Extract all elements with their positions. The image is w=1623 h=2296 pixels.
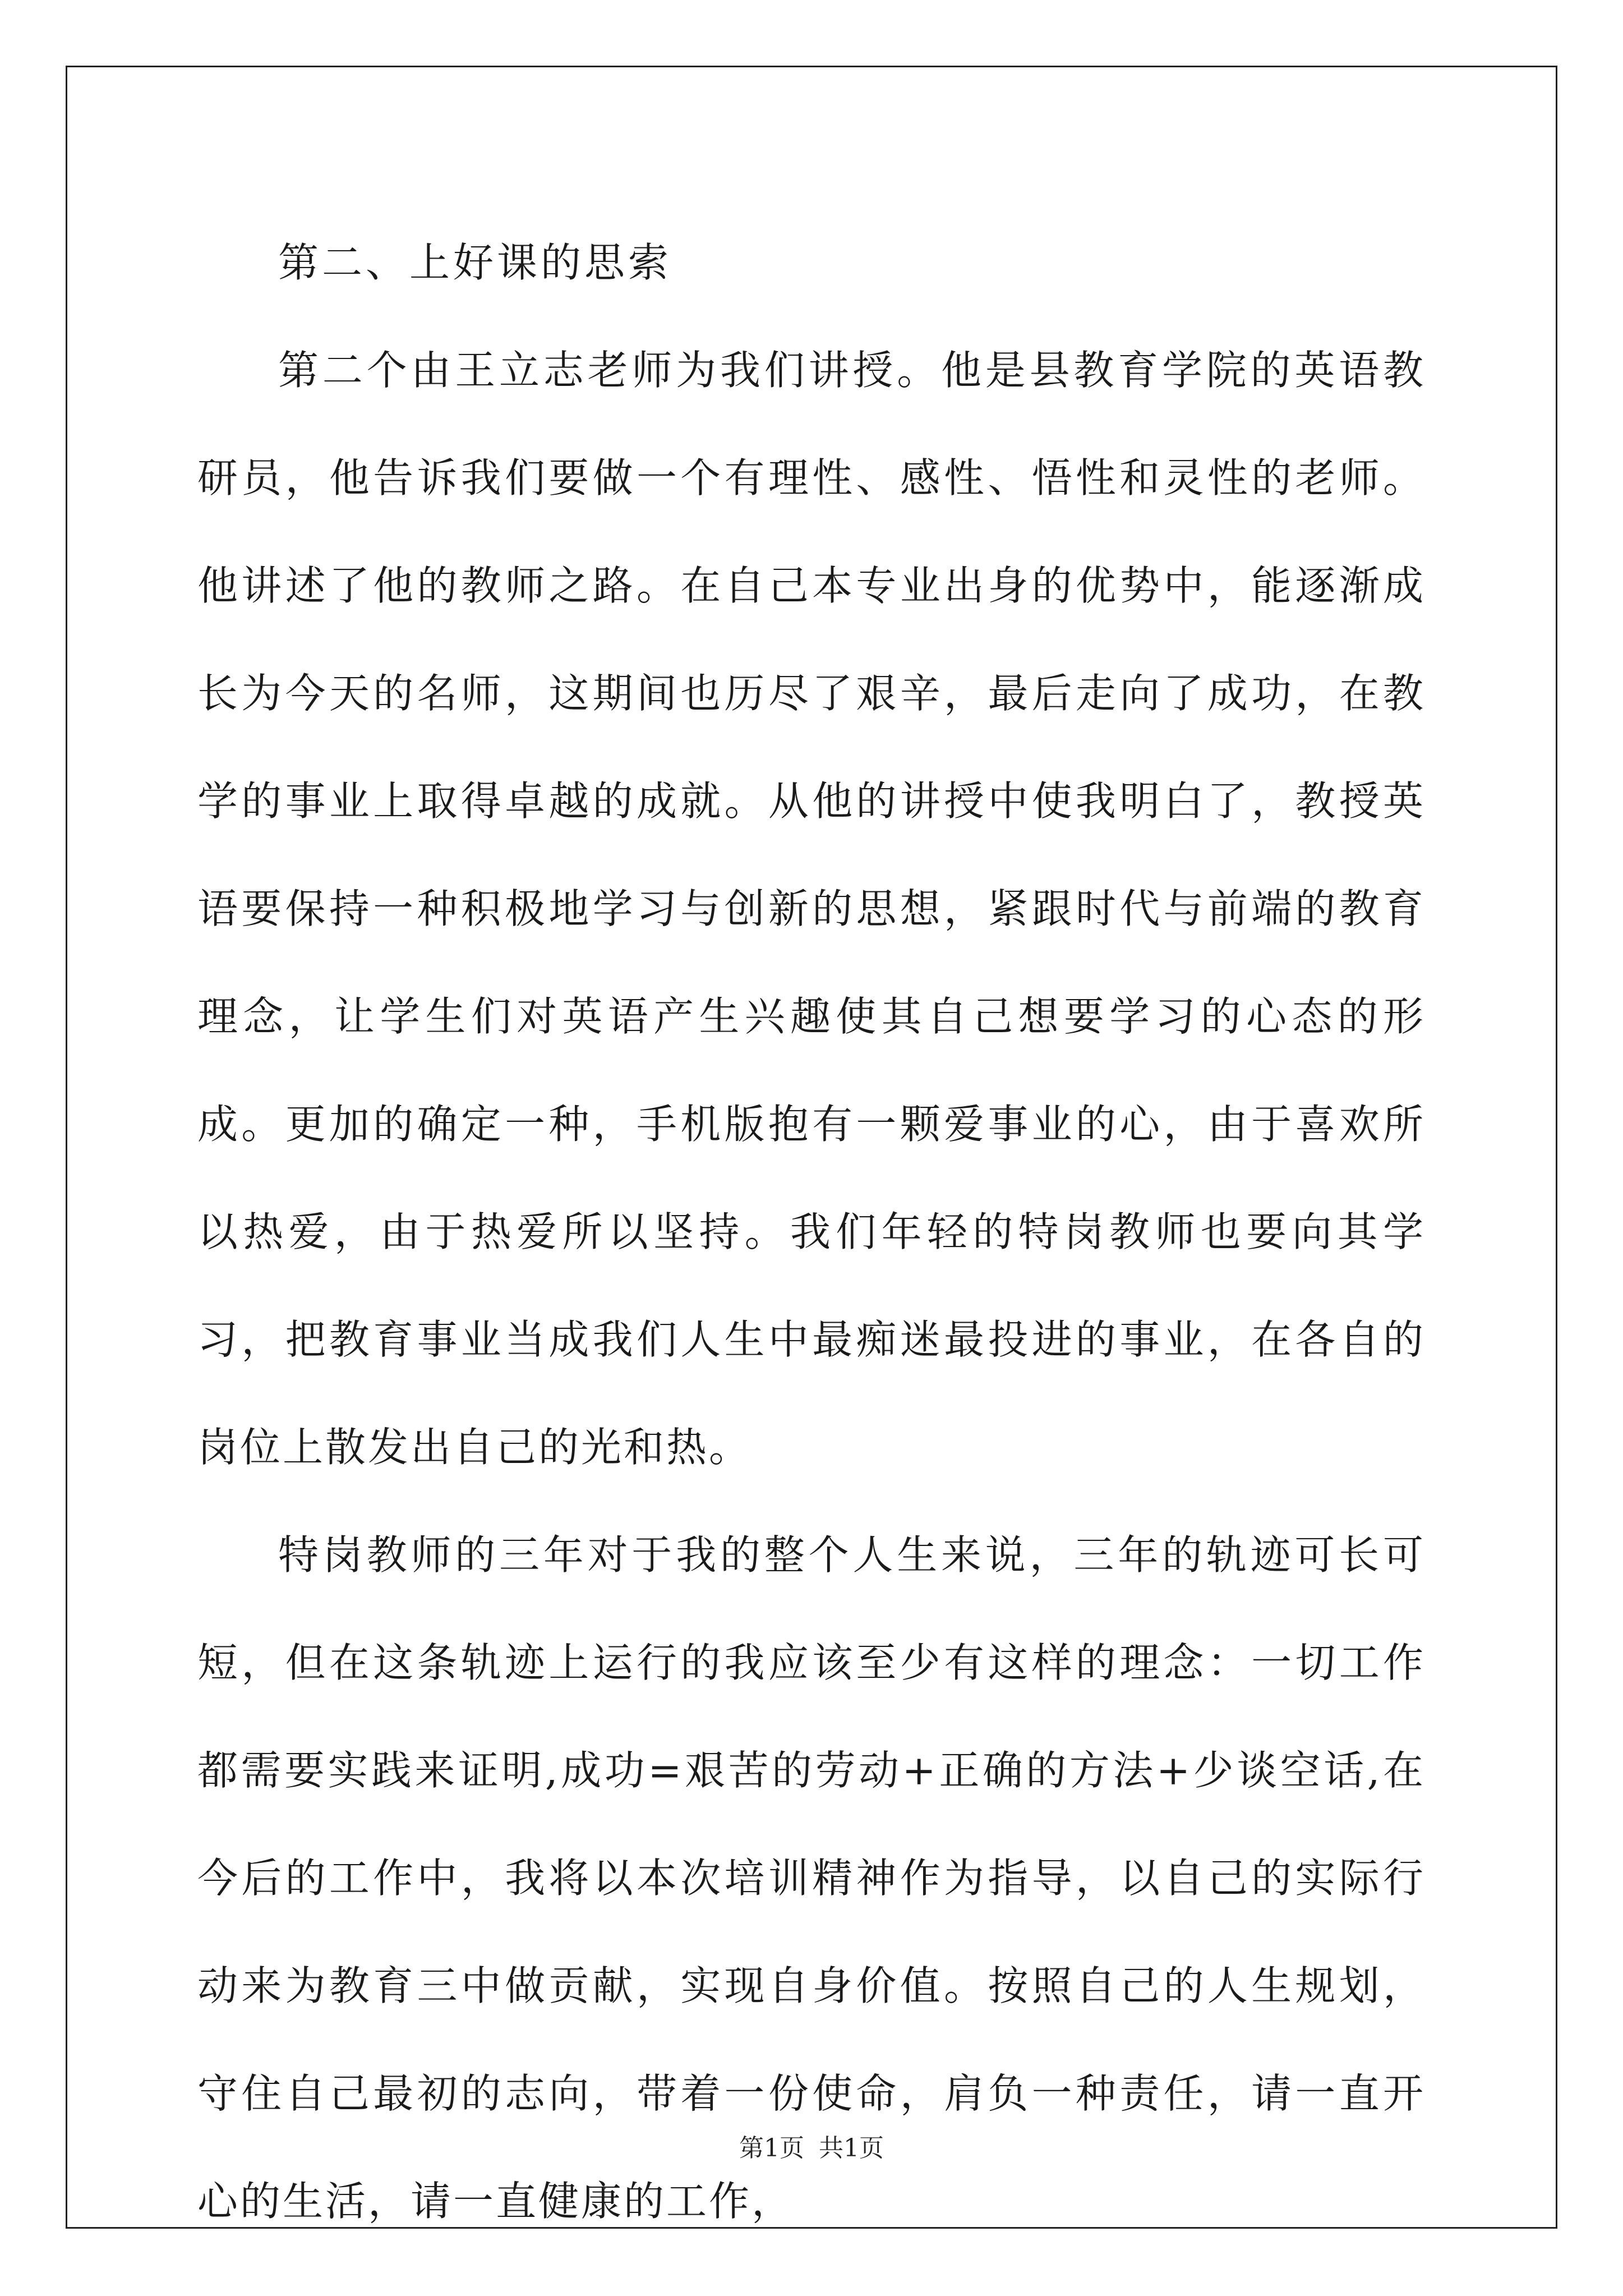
paragraph-1: 第二个由王立志老师为我们讲授。他是县教育学院的英语教研员，他告诉我们要做一个有理性、感性、悟性和灵性的老师。他讲述了他的教师之路。在自己本专业出身的优势中，能逐渐成长为今天的名师，这期间也历尽了艰辛，最后走向了成功，在教学的事业上取得卓越的成就。从他的讲授中使我明白了，教授英语要保持一种积极地学习与创新的思想，紧跟时代与前端的教育理念，让学生们对英语产生兴趣使其自己想要学习的心态的形成。更加的确定一种，手机版抱有一颗爱事业的心，由于喜欢所以热爱，由于热爱所以坚持。我们年轻的特岗教师也要向其学习，把教育事业当成我们人生中最痴迷最投进的事业，在各自的岗位上散发出自己的光和热。 [197,347,1426,1471]
page-number: 第1页 [739,2134,804,2162]
paragraph-2: 特岗教师的三年对于我的整个人生来说，三年的轨迹可长可短，但在这条轨迹上运行的我应该至少有这样的理念：一切工作都需要实践来证明,成功=艰苦的劳动+正确的方法+少谈空话,在今后的工作中，我将以本次培训精神作为指导，以自己的实际行动来为教育三中做贡献，实现自身价值。按照自己的人生规划，守住自己最初的志向，带着一份使命，肩负一种责任，请一直开心的生活，请一直健康的工作， [197,1531,1426,2225]
section-heading: 第二、上好课的思索 [278,239,672,286]
document-body [197,209,1426,2255]
page-total: 共1页 [819,2134,884,2162]
page-footer [0,2132,1623,2165]
